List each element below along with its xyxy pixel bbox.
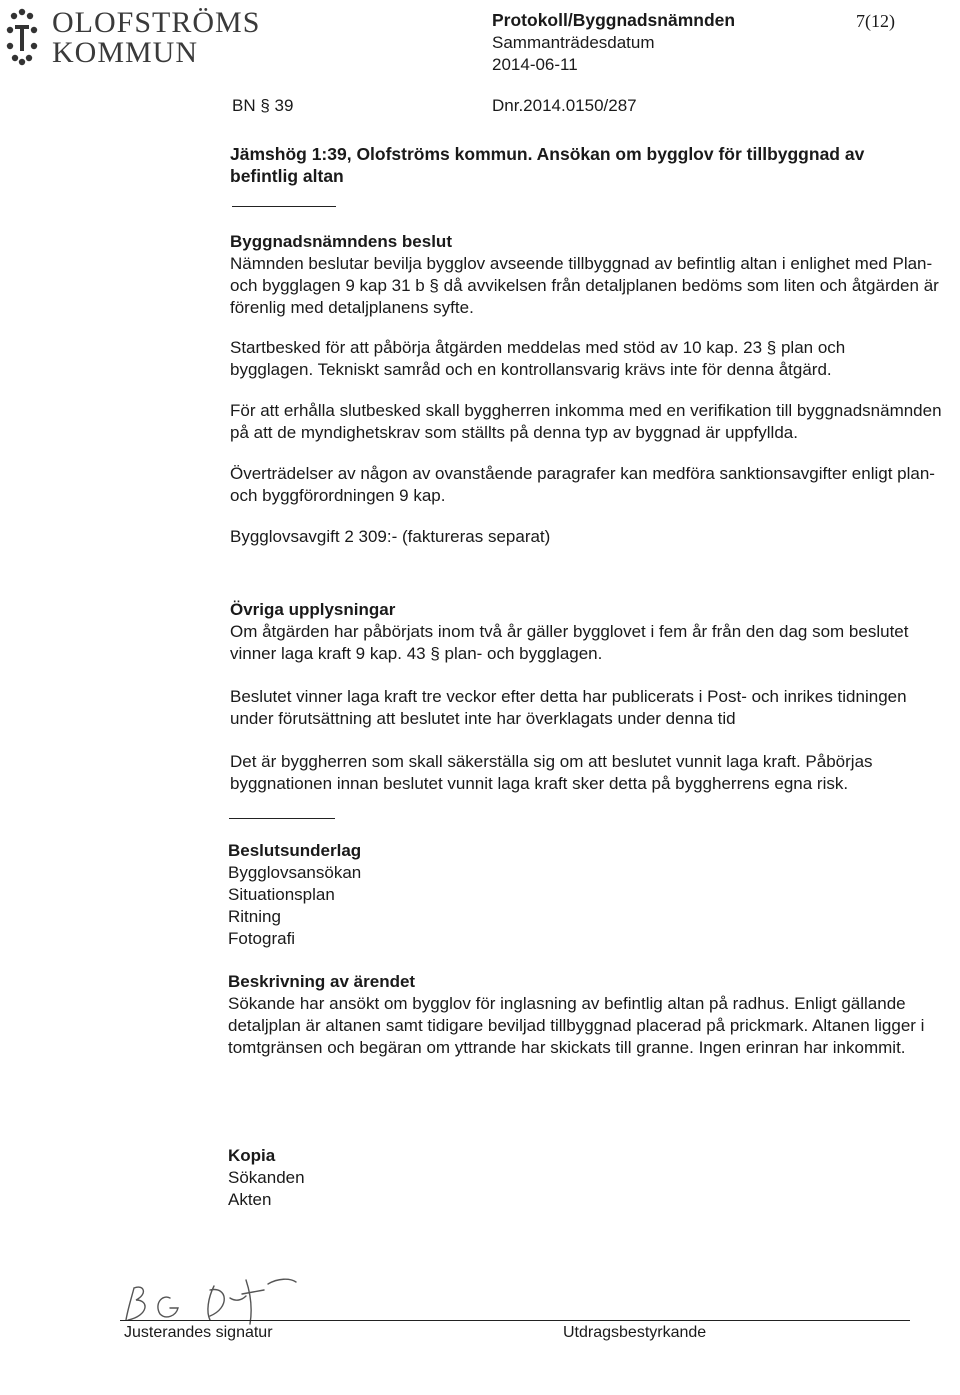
section-heading-beskrivning: Beskrivning av ärendet [228, 972, 416, 991]
section-heading-ovriga: Övriga upplysningar [230, 600, 396, 619]
beslut-paragraph-1: Nämnden beslutar bevilja bygglov avseende tillbyggnad av befintlig altan i enlighet med Plan- och bygglagen 9 kap 31 b § då avvikelsen från detaljplanen bedöms som liten och åtgärden är förenlig med detaljplanens syfte. [230, 254, 939, 317]
kopia-item: Akten [228, 1190, 272, 1209]
case-number: Dnr.2014.0150/287 [492, 96, 637, 115]
logo-text-line1: OLOFSTRÖMS [52, 6, 261, 39]
section-heading-underlag: Beslutsunderlag [228, 841, 362, 860]
logo-text-line2: KOMMUN [52, 36, 199, 69]
meeting-date-label: Sammanträdesdatum [492, 33, 655, 52]
meeting-date: 2014-06-11 [492, 55, 578, 74]
page-number: 7(12) [856, 11, 895, 31]
underlag-item: Bygglovsansökan [228, 863, 362, 882]
beskrivning-text: Sökande har ansökt om bygglov för inglasning av befintlig altan på radhus. Enligt gällande detaljplan är altanen samt tidigare beviljad tillbyggnad placerad på prickmark. Altanen ligger i tomtgränsen och begäran om yttrande har skickats till granne. Ingen erinran har inkommit. [228, 994, 925, 1057]
signature-line [120, 1320, 910, 1321]
kopia-item: Sökanden [228, 1168, 305, 1187]
municipality-logo-icon [6, 8, 52, 68]
underlag-item: Ritning [228, 907, 281, 926]
beslut-paragraph-2: Startbesked för att påbörja åtgärden meddelas med stöd av 10 kap. 23 § plan och bygglagen. Tekniskt samråd och en kontrollansvarig krävs inte för denna åtgärd. [230, 338, 846, 379]
underlag-item: Situationsplan [228, 885, 335, 904]
ovriga-paragraph-1: Om åtgärden har påbörjats inom två år gäller bygglovet i fem år från den dag som beslutet vinner laga kraft 9 kap. 43 § plan- och bygglagen. [230, 622, 909, 663]
section-heading-kopia: Kopia [228, 1146, 276, 1165]
fee-line: Bygglovsavgift 2 309:- (faktureras separat) [230, 527, 551, 546]
beslut-paragraph-4: Överträdelser av någon av ovanstående paragrafer kan medföra sanktionsavgifter enligt plan- och byggförordningen 9 kap. [230, 464, 935, 505]
section-heading-beslut: Byggnadsnämndens beslut [230, 232, 452, 251]
case-title: Jämshög 1:39, Olofströms kommun. Ansökan om bygglov för tillbyggnad av befintlig altan [230, 144, 865, 186]
beslut-paragraph-3: För att erhålla slutbesked skall byggherren inkomma med en verifikation till byggnadsnämnden på att de myndighetskrav som ställts på denna typ av byggnad är uppfyllda. [230, 401, 942, 442]
document-type: Protokoll/Byggnadsnämnden [492, 10, 736, 30]
signature-label: Justerandes signatur [124, 1324, 273, 1341]
section-divider [229, 818, 335, 819]
ovriga-paragraph-3: Det är byggherren som skall säkerställa sig om att beslutet vunnit laga kraft. Påbörjas byggnationen innan beslutet vunnit laga kraft sker detta på byggherrens egna risk. [230, 752, 873, 793]
handwritten-initials [118, 1268, 318, 1328]
extract-certification-label: Utdragsbestyrkande [563, 1324, 707, 1341]
ovriga-paragraph-2: Beslutet vinner laga kraft tre veckor efter detta har publicerats i Post- och inrikes tidningen under förutsättning att beslutet inte har överklagats under denna tid [230, 687, 907, 728]
paragraph-number: BN § 39 [232, 96, 294, 115]
underlag-item: Fotografi [228, 929, 296, 948]
title-divider [232, 206, 336, 207]
